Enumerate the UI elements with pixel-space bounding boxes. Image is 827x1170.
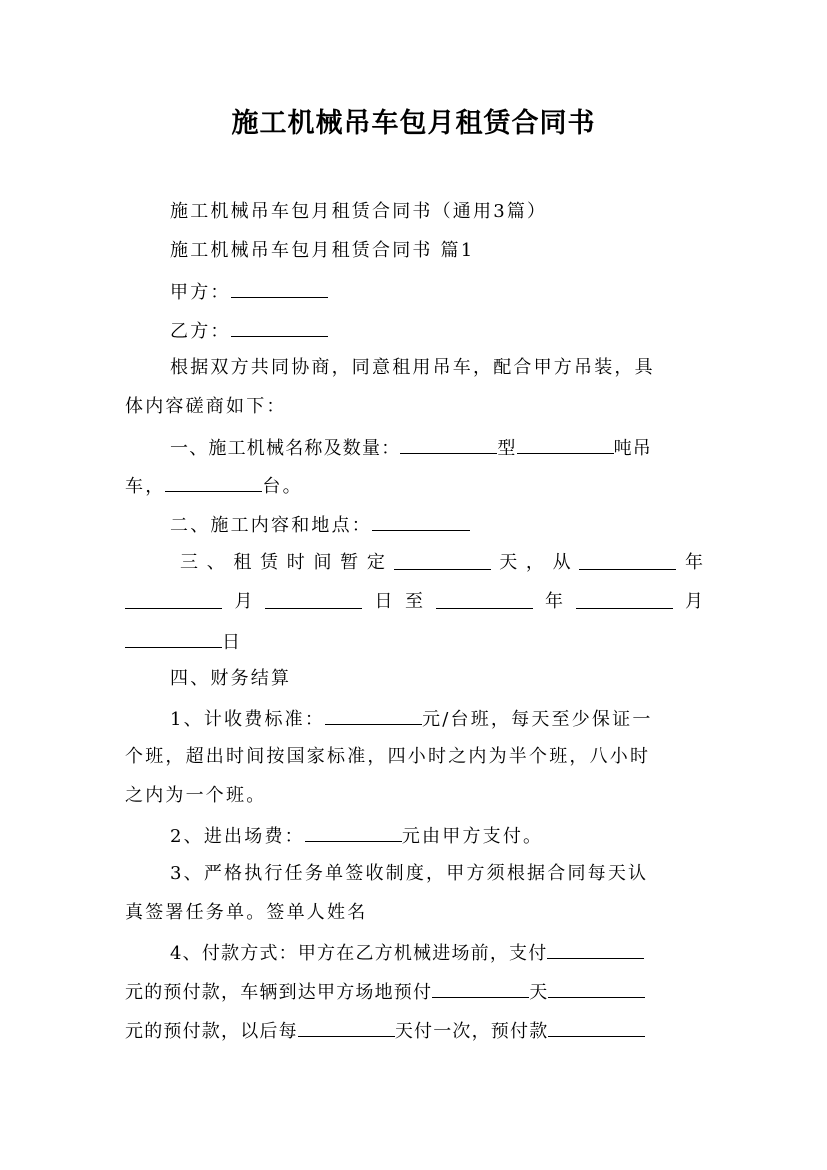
section-2-label: 二、施工内容和地点： xyxy=(170,515,372,536)
finance-3-line-1: 3、严格执行任务单签收制度，甲方须根据合同每天认 xyxy=(170,863,649,884)
section-3-char: 间 xyxy=(313,552,332,573)
finance-3-line-2: 真签署任务单。签单人姓名 xyxy=(125,902,368,923)
finance-1-line-1 xyxy=(170,706,703,732)
section-3-line-3 xyxy=(125,629,703,655)
work-location-blank xyxy=(372,512,470,531)
section-1-line-1 xyxy=(170,435,703,461)
section-3-char: 赁 xyxy=(260,552,279,573)
shift-rate-blank xyxy=(325,706,422,725)
end-year-blank xyxy=(436,590,533,609)
heading-part-1: 施工机械吊车包月租赁合同书 篇1 xyxy=(170,240,475,261)
finance-4-line-1 xyxy=(170,940,703,966)
finance-1-line-3: 之内为一个班。 xyxy=(125,785,267,806)
crane-model-blank xyxy=(400,435,497,454)
party-b-line xyxy=(170,318,703,344)
section-1-line-2-prefix: 车， xyxy=(125,476,166,497)
party-a-blank xyxy=(231,279,328,298)
finance-4-label: 4、付款方式：甲方在乙方机械进场前，支付 xyxy=(170,943,548,964)
section-1-label: 一、施工机械名称及数量： xyxy=(170,438,401,459)
finance-4-line-3-text: 元的预付款，以后每 xyxy=(125,1021,298,1042)
crane-count-blank xyxy=(165,473,262,492)
section-3-comma: ， xyxy=(525,552,544,573)
intro-line-2: 体内容磋商如下： xyxy=(125,396,287,417)
section-3-to: 至 xyxy=(405,591,423,612)
section-3-char: 定 xyxy=(366,552,385,573)
crane-tonnage-blank xyxy=(517,435,614,454)
finance-2-label: 2、进出场费： xyxy=(170,826,305,847)
party-b-blank xyxy=(231,318,328,337)
section-3-char: 租 xyxy=(233,552,252,573)
finance-2-line xyxy=(170,823,703,849)
section-3-end-year: 年 xyxy=(545,591,563,612)
heading-all: 施工机械吊车包月租赁合同书（通用3篇） xyxy=(170,201,548,222)
finance-1-label: 1、计收费标准： xyxy=(170,709,326,730)
end-month-blank xyxy=(576,590,673,609)
party-a-line xyxy=(170,279,703,305)
finance-1-line-2: 个班，超出时间按国家标准，四小时之内为半个班，八小时 xyxy=(125,746,651,767)
arrival-prepay-amount-blank xyxy=(548,979,645,998)
section-3-year: 年 xyxy=(684,552,703,573)
finance-4-day: 天 xyxy=(529,982,549,1003)
payment-interval-blank xyxy=(298,1018,395,1037)
section-3-char: 三 xyxy=(180,552,198,573)
section-3-end-day: 日 xyxy=(222,632,243,653)
section-3-day-label: 日 xyxy=(374,591,393,612)
section-1-unit: 台。 xyxy=(262,476,303,497)
section-4-heading: 四、财务结算 xyxy=(170,668,292,689)
start-day-blank xyxy=(265,590,362,609)
advance-payment-blank xyxy=(547,940,644,959)
section-3-char: 、 xyxy=(206,552,225,573)
finance-4-line-2 xyxy=(125,979,703,1005)
section-3-char: 暂 xyxy=(340,552,359,573)
section-1-line-2 xyxy=(125,473,703,499)
finance-4-line-3-suffix: 天付一次，预付款 xyxy=(394,1021,549,1042)
document-title: 施工机械吊车包月租赁合同书 xyxy=(231,108,596,139)
section-3-end-month: 月 xyxy=(685,591,703,612)
lease-days-blank xyxy=(394,551,491,570)
finance-4-line-3 xyxy=(125,1018,703,1044)
entry-exit-fee-blank xyxy=(305,823,402,842)
party-b-label: 乙方： xyxy=(170,321,231,342)
finance-1-suffix: 元/台班，每天至少保证一 xyxy=(422,709,653,730)
party-a-label: 甲方： xyxy=(170,282,231,303)
section-3-from: 从 xyxy=(552,552,571,573)
start-month-blank xyxy=(125,590,222,609)
section-2-line xyxy=(170,512,703,538)
start-year-blank xyxy=(579,551,676,570)
section-3-month: 月 xyxy=(234,591,253,612)
periodic-prepay-blank xyxy=(548,1018,645,1037)
section-1-type: 型 xyxy=(497,438,517,459)
section-3-line-2 xyxy=(125,590,703,614)
intro-line-1: 根据双方共同协商，同意租用吊车，配合甲方吊装，具 xyxy=(170,357,655,378)
end-day-blank xyxy=(125,629,222,648)
section-3-char: 时 xyxy=(286,552,305,573)
section-3-day: 天 xyxy=(499,552,518,573)
finance-2-suffix: 元由甲方支付。 xyxy=(401,826,544,847)
section-3-line-1 xyxy=(180,551,703,575)
arrival-prepay-days-blank xyxy=(432,979,529,998)
section-1-ton: 吨吊 xyxy=(613,438,653,459)
finance-4-line-2-text: 元的预付款，车辆到达甲方场地预付 xyxy=(125,982,433,1003)
